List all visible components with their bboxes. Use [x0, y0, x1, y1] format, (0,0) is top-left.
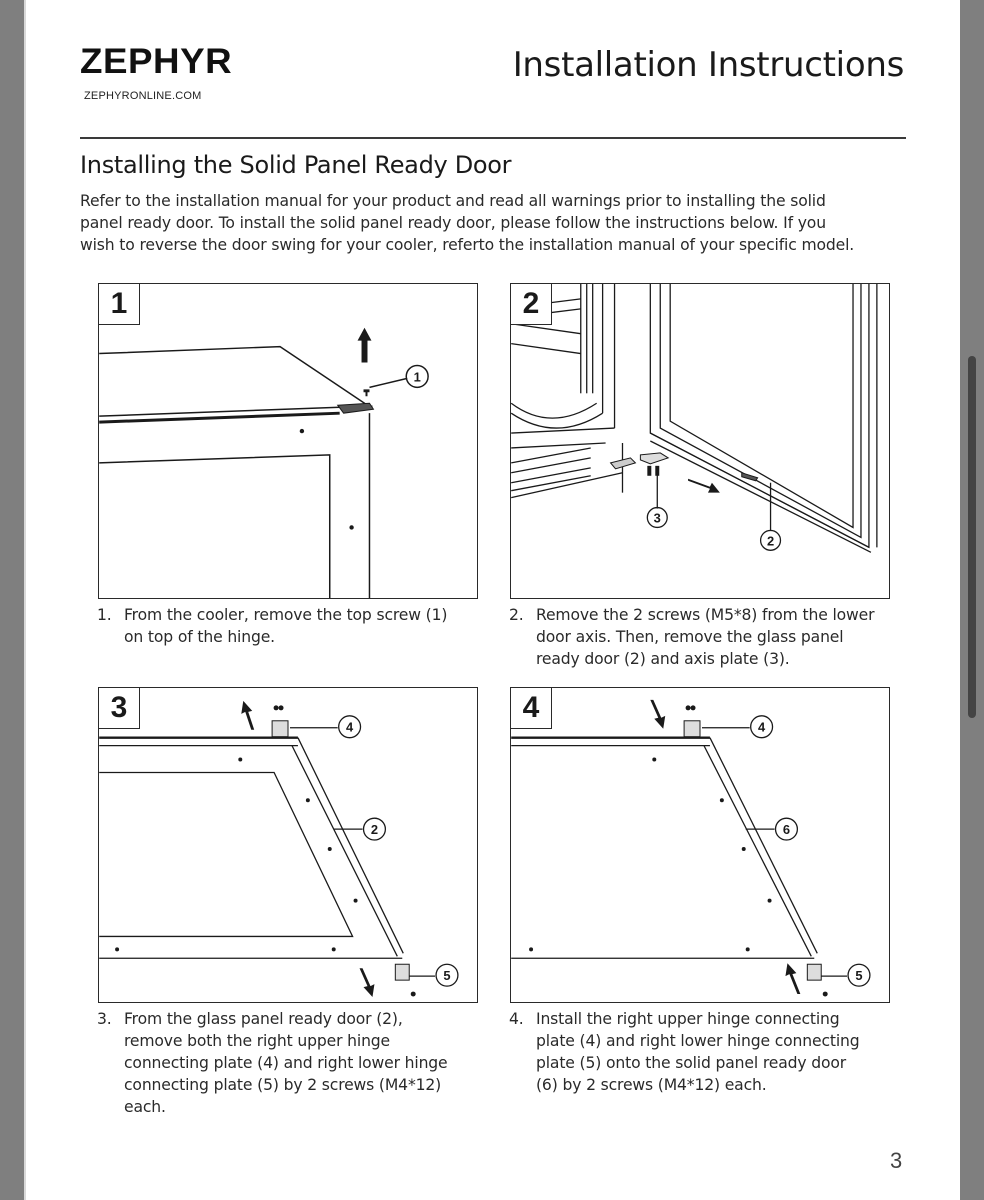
callout-label: 3 [653, 510, 661, 526]
step-badge: 4 [510, 687, 552, 729]
step-line: door axis. Then, remove the glass panel [536, 628, 844, 646]
step-line: Remove the 2 screws (M5*8) from the lower [536, 606, 875, 624]
step-line: each. [124, 1098, 166, 1116]
arrow-right-down-icon [688, 479, 720, 493]
step-badge: 1 [98, 283, 140, 325]
callout-label: 5 [855, 968, 863, 984]
header-divider [80, 137, 906, 139]
upper-hinge-plate-icon [272, 721, 288, 737]
callout-label: 4 [346, 719, 354, 735]
solid-door-hinge-install-illustration [511, 688, 889, 1002]
screw-icon [647, 466, 651, 476]
step-line: connecting plate (5) by 2 screws (M4*12) [124, 1076, 442, 1094]
intro-line: Refer to the installation manual for your product and read all warnings prior to installing the solid [80, 192, 826, 210]
step-line: on top of the hinge. [124, 628, 275, 646]
arrow-down-right-icon [650, 700, 665, 729]
intro-paragraph [80, 190, 910, 256]
step-badge: 2 [510, 283, 552, 325]
screw-icon [279, 705, 284, 710]
axis-plate-icon [640, 453, 668, 464]
section-heading: Installing the Solid Panel Ready Door [80, 151, 512, 179]
step-line: From the cooler, remove the top screw (1) [124, 606, 448, 624]
document-title: Installation Instructions [512, 45, 904, 85]
callout-label: 2 [370, 822, 379, 838]
figure-step-4 [510, 687, 890, 1003]
screw-icon [274, 705, 279, 710]
step-line: (6) by 2 screws (M4*12) each. [536, 1076, 767, 1094]
step-number: 3. [97, 1010, 112, 1028]
callout-label: 5 [443, 968, 451, 984]
figure-step-3 [98, 687, 478, 1003]
screw-icon [364, 389, 370, 396]
brand-url: ZEPHYRONLINE.COM [84, 90, 202, 102]
glass-door-hinge-removal-illustration [99, 688, 477, 1002]
cooler-top-hinge-illustration [99, 284, 477, 598]
hinge-icon [338, 403, 374, 413]
viewer-scrollbar-thumb[interactable] [968, 356, 976, 718]
upper-hinge-plate-icon [684, 721, 700, 737]
screw-icon [691, 705, 696, 710]
callout-label: 6 [782, 822, 791, 838]
door-removal-illustration [511, 284, 889, 598]
step-line: ready door (2) and axis plate (3). [536, 650, 790, 668]
brand-logo: ZEPHYR [80, 42, 233, 81]
arrow-down-right-icon [360, 968, 375, 997]
screw-icon [655, 466, 659, 476]
step-number: 4. [509, 1010, 524, 1028]
screw-icon [686, 705, 691, 710]
intro-line: panel ready door. To install the solid panel ready door, please follow the instructions below. If you [80, 214, 826, 232]
lower-hinge-plate-icon [807, 964, 821, 980]
figure-step-2 [510, 283, 890, 599]
intro-line: wish to reverse the door swing for your cooler, referto the installation manual of your specific model. [80, 236, 855, 254]
page-edge [24, 0, 26, 1200]
step-line: remove both the right upper hinge [124, 1032, 390, 1050]
step-number: 1. [97, 606, 112, 624]
step-line: plate (5) onto the solid panel ready door [536, 1054, 847, 1072]
callout-label: 4 [758, 719, 766, 735]
screw-icon [411, 992, 416, 997]
arrow-up-icon [358, 328, 372, 363]
screw-icon [823, 992, 828, 997]
step-line: connecting plate (4) and right lower hinge [124, 1054, 448, 1072]
step-badge: 3 [98, 687, 140, 729]
arrow-up-left-icon [241, 701, 254, 730]
step-line: Install the right upper hinge connecting [536, 1010, 840, 1028]
step-number: 2. [509, 606, 524, 624]
step-line: From the glass panel ready door (2), [124, 1010, 403, 1028]
arrow-up-left-icon [785, 963, 800, 994]
callout-label: 2 [766, 533, 775, 549]
page-number: 3 [890, 1148, 903, 1173]
lower-hinge-plate-icon [395, 964, 409, 980]
callout-label: 1 [413, 369, 421, 385]
step-line: plate (4) and right lower hinge connecting [536, 1032, 860, 1050]
figure-step-1 [98, 283, 478, 599]
